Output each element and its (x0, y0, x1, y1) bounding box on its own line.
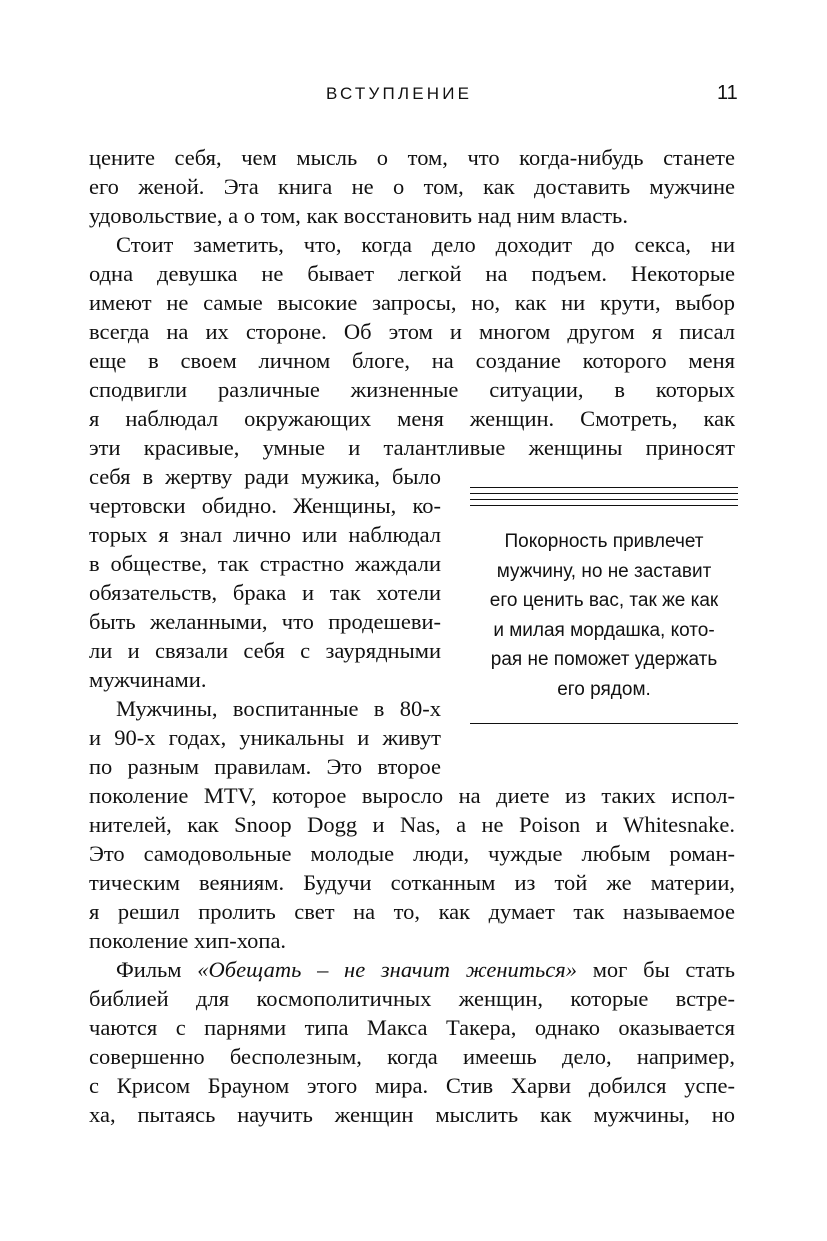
text-line: нителей, как Snoop Dogg и Nas, а не Poison и Whitesnake. (89, 812, 735, 837)
quote-bottom-rule (470, 723, 738, 724)
text-line: его женой. Эта книга не о том, как доставить мужчине (89, 174, 735, 199)
running-head (0, 84, 827, 110)
text-line-film (116, 955, 735, 985)
text-line: библией для космополитичных женщин, которые встре- (89, 986, 735, 1011)
pull-quote-line: и милая мордашка, кото- (493, 619, 715, 641)
pull-quote-line: мужчину, но не заставит (496, 560, 712, 582)
text-line: сподвигли различные жизненные ситуации, в которых (89, 377, 735, 402)
text-line: еще в своем личном блоге, на создание которого меня (89, 348, 735, 373)
text-line: Это самодовольные молодые люди, чуждые любым роман- (89, 841, 735, 866)
pull-quote-line: Покорность привлечет (504, 531, 704, 552)
text-line: эти красивые, умные и талантливые женщины приносят (89, 435, 735, 460)
film-title: «Обещать – не значит жениться» (197, 957, 577, 982)
text-line: быть желанными, что продешеви- (89, 609, 441, 634)
text-line: я решил пролить свет на то, как думает так называемое (89, 899, 735, 924)
text-line: Мужчины, воспитанные в 80-х (116, 696, 441, 721)
text-line: и 90-х годах, уникальны и живут (89, 725, 441, 750)
text-line: в обществе, так страстно жаждали (89, 551, 441, 576)
text-line: по разным правилам. Это второе (89, 754, 441, 779)
text-line: чаются с парнями типа Макса Такера, однако оказывается (89, 1015, 735, 1040)
text-line: одна девушка не бывает легкой на подъем. Некоторые (89, 261, 735, 286)
text-line: себя в жертву ради мужика, было (89, 464, 441, 489)
quote-top-rule-3 (470, 499, 738, 500)
text-line: ли и связали себя с заурядными (89, 638, 441, 663)
text-line: имеют не самые высокие запросы, но, как ни крути, выбор (89, 290, 735, 315)
page-number: 11 (717, 82, 738, 104)
text-line: торых я знал лично или наблюдал (89, 522, 441, 547)
text-line: совершенно бесполезным, когда имеешь дело, например, (89, 1044, 735, 1069)
text-line: ха, пытаясь научить женщин мыслить как мужчины, но (89, 1102, 735, 1127)
text-line: Стоит заметить, что, когда дело доходит до секса, ни (116, 232, 735, 257)
text-line: я наблюдал окружающих меня женщин. Смотреть, как (89, 406, 735, 431)
pull-quote-line: рая не поможет удержать (490, 649, 718, 670)
quote-top-rule-4 (470, 505, 738, 506)
film-intro: Фильм (116, 957, 182, 982)
text-line: с Крисом Брауном этого мира. Стив Харви добился успе- (89, 1073, 735, 1098)
text-line: чертовски обидно. Женщины, ко- (89, 493, 441, 518)
text-line: тическим веяниям. Будучи сотканным из той же материи, (89, 870, 735, 895)
text-line: обязательств, брака и так хотели (89, 580, 441, 605)
section-title: ВСТУПЛЕНИЕ (326, 84, 473, 103)
quote-top-rule-1 (470, 487, 738, 488)
pull-quote (470, 487, 738, 727)
pull-quote-text (470, 527, 738, 704)
pull-quote-line: его ценить вас, так же как (489, 590, 719, 611)
text-line: мужчинами. (89, 667, 207, 692)
film-line-rest: мог бы стать (592, 957, 735, 982)
text-line: поколение MTV, которое выросло на диете из таких испол- (89, 783, 735, 808)
text-line: цените себя, чем мысль о том, что когда-нибудь станете (89, 145, 735, 170)
pull-quote-line: его рядом. (557, 678, 651, 700)
text-line: поколение хип-хопа. (89, 928, 287, 953)
text-line: всегда на их стороне. Об этом и многом другом я писал (89, 319, 735, 344)
quote-top-rule-2 (470, 493, 738, 494)
text-line: удовольствие, а о том, как восстановить над ним власть. (89, 203, 628, 228)
